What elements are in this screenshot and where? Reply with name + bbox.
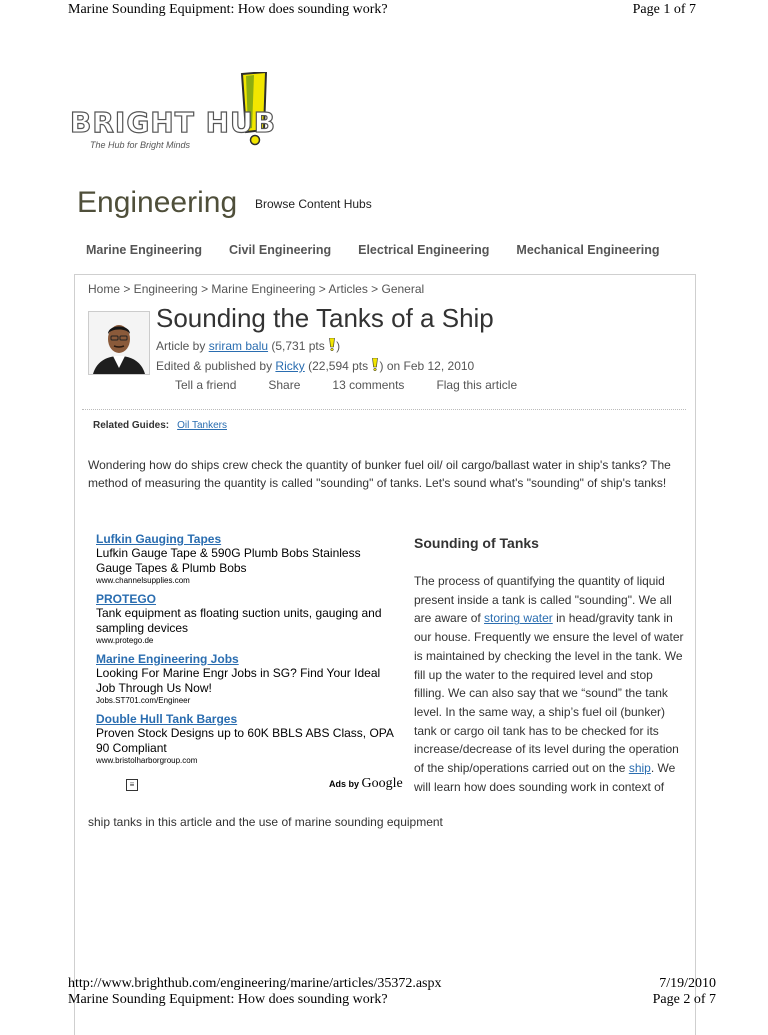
ad-body: Looking For Marine Engr Jobs in SG? Find Your Ideal Job Through Us Now! [96, 666, 381, 695]
ad-title-link[interactable]: PROTEGO [96, 592, 157, 606]
ad-url[interactable]: www.channelsupplies.com [96, 576, 190, 585]
ads-block [96, 532, 396, 772]
section-subtitle: Sounding of Tanks [414, 535, 539, 551]
body-text-3: . We will learn how does sounding work in context of [414, 761, 676, 794]
related-guides [93, 420, 227, 431]
ad-item [96, 592, 396, 645]
related-guide-link[interactable]: Oil Tankers [177, 420, 227, 431]
ad-body: Tank equipment as floating suction units, gauging and sampling devices [96, 606, 382, 635]
section-title[interactable]: Engineering [77, 186, 238, 219]
logo-wordmark: BRIGHT HUB [70, 106, 277, 139]
tell-a-friend-link[interactable]: Tell a friend [175, 378, 237, 392]
ad-item [96, 712, 396, 765]
nav-mechanical-engineering[interactable]: Mechanical Engineering [516, 243, 660, 257]
body-paragraph-continued: ship tanks in this article and the use of marine sounding equipment [88, 815, 443, 829]
byline [156, 338, 340, 353]
ad-item [96, 652, 396, 705]
author-link[interactable]: sriram balu [208, 339, 269, 353]
ads-by-google[interactable] [329, 776, 403, 792]
body-text-1: The process of quantifying the quantity of liquid present inside a tank is called "sounding". We all are aware of [414, 574, 672, 626]
ad-title-link[interactable]: Double Hull Tank Barges [96, 712, 238, 726]
ad-url[interactable]: www.bristolharborgroup.com [96, 756, 198, 765]
ad-body: Lufkin Gauge Tape & 590G Plumb Bobs Stainless Gauge Tapes & Plumb Bobs [96, 546, 361, 575]
author-photo-icon [89, 312, 149, 374]
print-header-page: Page 1 of 7 [632, 2, 696, 17]
article-title: Sounding the Tanks of a Ship [156, 303, 494, 333]
comments-link[interactable]: 13 comments [332, 378, 405, 392]
logo-tagline: The Hub for Bright Minds [90, 140, 191, 150]
category-nav [86, 243, 660, 257]
intro-paragraph: Wondering how do ships crew check the quantity of bunker fuel oil/ oil cargo/ballast water in ship's tanks? The method of measuring the quantity is called "sounding" of tanks. Let's sound what's "sounding" of ship's tanks! [88, 458, 671, 490]
points-exclamation-icon [329, 338, 335, 351]
author-points: (5,731 pts [268, 339, 329, 353]
ad-url[interactable]: Jobs.ST701.com/Engineer [96, 696, 191, 705]
body-text-2: in head/gravity tank in our house. Frequently we ensure the level of water is maintained by checking the level in the tank. We fill up the water to the required level and stop filling. We can also say that we “sound” the tank level. In the same way, a ship’s fuel oil (bunker) tank or cargo oil tank has to be checked for its increase/decrease of its level during the operation of the ship/operations carried out on the [414, 611, 684, 776]
author-points-close: ) [336, 339, 341, 353]
editor-points: (22,594 pts [304, 359, 372, 373]
ad-title-link[interactable]: Marine Engineering Jobs [96, 652, 239, 666]
byline-prefix: Article by [156, 339, 209, 353]
google-logo: Google [361, 776, 403, 791]
nav-marine-engineering[interactable]: Marine Engineering [86, 243, 202, 257]
divider [82, 409, 686, 410]
storing-water-link[interactable]: storing water [484, 611, 553, 626]
print-footer-url: http://www.brighthub.com/engineering/marine/articles/35372.aspx [68, 976, 442, 991]
editor-points-close: ) on Feb 12, 2010 [379, 359, 475, 373]
nav-civil-engineering[interactable]: Civil Engineering [229, 243, 332, 257]
nav-electrical-engineering[interactable]: Electrical Engineering [358, 243, 490, 257]
print-footer-date: 7/19/2010 [659, 976, 716, 991]
editor-link[interactable]: Ricky [275, 359, 305, 373]
ad-choices-icon[interactable]: ≡ [126, 779, 138, 791]
print-header-page2: Page 2 of 7 [652, 992, 716, 1007]
ship-link[interactable]: ship [628, 761, 651, 776]
bright-hub-logo[interactable] [68, 72, 282, 156]
related-guides-label: Related Guides: [93, 420, 170, 431]
print-header-title: Marine Sounding Equipment: How does sounding work? [68, 2, 388, 17]
author-avatar[interactable] [88, 311, 150, 375]
flag-article-link[interactable]: Flag this article [436, 378, 518, 392]
ad-item [96, 532, 396, 585]
ad-title-link[interactable]: Lufkin Gauging Tapes [96, 532, 222, 546]
article-actions [175, 378, 549, 392]
edited-line [156, 358, 474, 373]
body-paragraph [414, 572, 684, 796]
breadcrumb[interactable]: Home > Engineering > Marine Engineering > Articles > General [88, 282, 425, 296]
ad-url[interactable]: www.protego.de [96, 636, 154, 645]
browse-content-hubs-link[interactable]: Browse Content Hubs [255, 197, 372, 211]
points-exclamation-icon [372, 358, 378, 371]
edited-prefix: Edited & published by [156, 359, 276, 373]
ad-body: Proven Stock Designs up to 60K BBLS ABS Class, OPA 90 Compliant [96, 726, 394, 755]
share-link[interactable]: Share [268, 378, 301, 392]
ads-by-label: Ads by [329, 779, 362, 789]
print-header-title-page2: Marine Sounding Equipment: How does sounding work? [68, 992, 388, 1007]
